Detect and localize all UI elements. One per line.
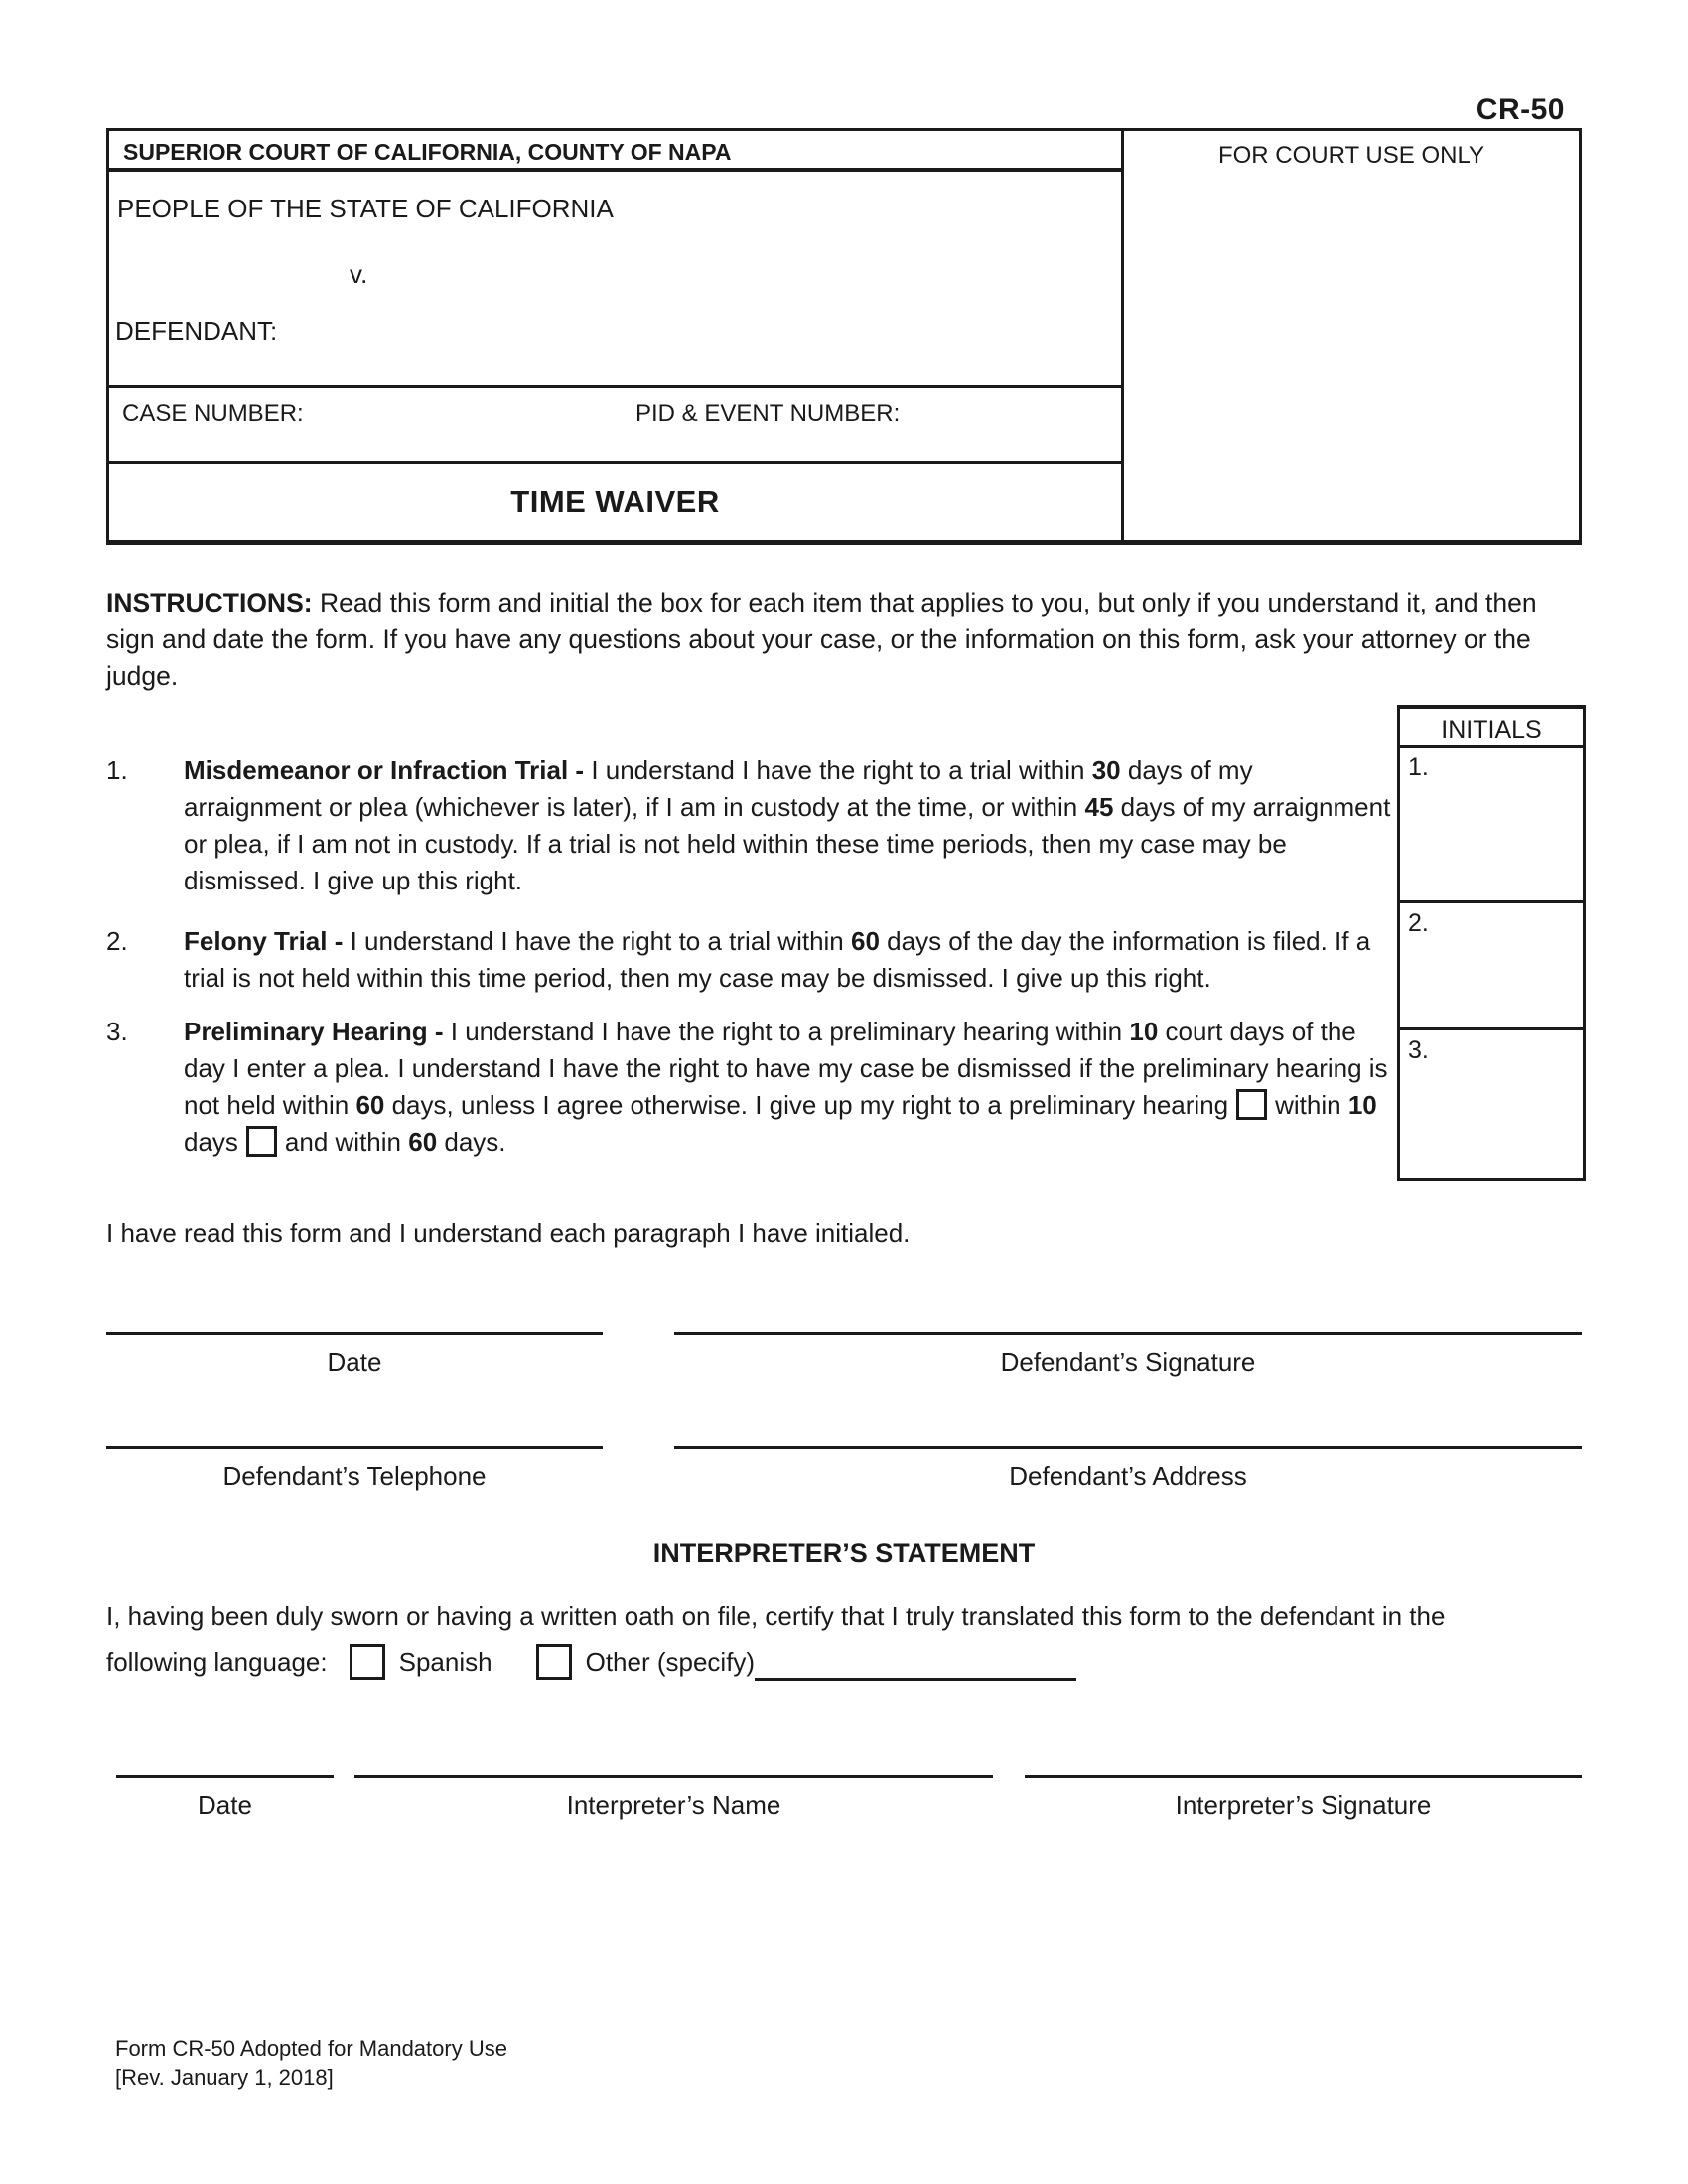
within-10-days-checkbox[interactable] bbox=[1236, 1089, 1267, 1120]
within-60-days-checkbox[interactable] bbox=[246, 1126, 277, 1157]
defendant-signature-label: Defendant’s Signature bbox=[1000, 1347, 1256, 1377]
item-misdemeanor-trial bbox=[106, 752, 1393, 899]
spanish-checkbox[interactable] bbox=[350, 1644, 385, 1680]
parties-box bbox=[109, 172, 1121, 385]
initials-table bbox=[1397, 705, 1586, 1181]
defendant-date-signature-block[interactable] bbox=[106, 1332, 603, 1378]
interpreter-date-block[interactable] bbox=[116, 1775, 334, 1821]
spanish-label: Spanish bbox=[398, 1646, 492, 1677]
item-3-main-text: Preliminary Hearing - I understand I have the right to a preliminary hearing within 10 court days of the day I enter a plea. I understand I have the right to have my case be dismissed if the preliminary hearing is not held within 60 days, unless I agree otherwise. I give up my right to a preliminary hearing bbox=[184, 1017, 1388, 1120]
other-language-checkbox[interactable] bbox=[536, 1644, 572, 1680]
form-title: TIME WAIVER bbox=[109, 461, 1121, 540]
court-name: SUPERIOR COURT OF CALIFORNIA, COUNTY OF NAPA bbox=[109, 131, 1121, 172]
item-1-number: 1. bbox=[106, 755, 128, 785]
defendant-signature-block[interactable] bbox=[674, 1332, 1582, 1378]
within-60-days-label: and within 60 days. bbox=[284, 1127, 506, 1157]
initials-cell-3-number: 3. bbox=[1408, 1036, 1429, 1064]
caption-left-column bbox=[109, 131, 1124, 540]
acknowledgement-statement: I have read this form and I understand each paragraph I have initialed. bbox=[106, 1218, 911, 1248]
defendant-label[interactable]: DEFENDANT: bbox=[115, 316, 278, 345]
versus-label: v. bbox=[350, 259, 368, 289]
interpreter-name-block[interactable] bbox=[354, 1775, 993, 1821]
footer-revision-line: [Rev. January 1, 2018] bbox=[115, 2065, 334, 2090]
defendant-telephone-block[interactable] bbox=[106, 1446, 603, 1492]
interpreter-statement-heading: INTERPRETER’S STATEMENT bbox=[652, 1538, 1036, 1568]
defendant-date-label: Date bbox=[327, 1347, 382, 1377]
initials-cell-1-number: 1. bbox=[1408, 753, 1429, 781]
pid-event-number-label[interactable]: PID & EVENT NUMBER: bbox=[635, 400, 901, 427]
case-number-row bbox=[109, 385, 1121, 461]
item-3-text bbox=[184, 1014, 1393, 1160]
defendant-address-label: Defendant’s Address bbox=[1009, 1461, 1247, 1491]
following-language-label: following language: bbox=[106, 1646, 328, 1677]
defendant-telephone-label: Defendant’s Telephone bbox=[222, 1461, 487, 1491]
other-language-input-line[interactable] bbox=[755, 1646, 1076, 1681]
initials-cell-1[interactable] bbox=[1397, 748, 1586, 903]
item-1-text: Misdemeanor or Infraction Trial - I understand I have the right to a trial within 30 days of my arraignment or plea (whichever is later), if I am in custody at the time, or within 45 days of my arraignment or plea, if I am not in custody. If a trial is not held within these time periods, then my case may be dismissed. I give up this right. bbox=[184, 755, 1391, 895]
form-footer bbox=[115, 2034, 507, 2092]
interpreter-name-label: Interpreter’s Name bbox=[566, 1790, 781, 1820]
other-specify-label: Other (specify) bbox=[585, 1646, 756, 1677]
item-felony-trial bbox=[106, 923, 1393, 997]
interpreter-statement-text: I, having been duly sworn or having a written oath on file, certify that I truly translated this form to the defendant in the bbox=[106, 1601, 1446, 1631]
item-2-number: 2. bbox=[106, 926, 128, 956]
initials-cell-3[interactable] bbox=[1397, 1030, 1586, 1181]
item-2-text: Felony Trial - I understand I have the right to a trial within 60 days of the day the information is filed. If a trial is not held within this time period, then my case may be dismissed. I give up this right. bbox=[184, 926, 1371, 993]
initials-table-header: INITIALS bbox=[1397, 705, 1586, 748]
defendant-address-block[interactable] bbox=[674, 1446, 1582, 1492]
interpreter-language-row bbox=[106, 1640, 1588, 1684]
plaintiff-name: PEOPLE OF THE STATE OF CALIFORNIA bbox=[117, 194, 614, 223]
footer-adoption-line: Form CR-50 Adopted for Mandatory Use bbox=[115, 2036, 507, 2061]
case-caption-table bbox=[106, 128, 1582, 545]
interpreter-signature-label: Interpreter’s Signature bbox=[1175, 1790, 1432, 1820]
court-use-only-box bbox=[1124, 131, 1579, 540]
initials-cell-2[interactable] bbox=[1397, 903, 1586, 1030]
waiver-items bbox=[106, 752, 1393, 1160]
court-use-only-label: FOR COURT USE ONLY bbox=[1217, 142, 1485, 169]
interpreter-signature-block[interactable] bbox=[1025, 1775, 1582, 1821]
form-number: CR-50 bbox=[1476, 93, 1565, 126]
instructions-paragraph: INSTRUCTIONS: Read this form and initial the box for each item that applies to you, but only if you understand it, and then sign and date the form. If you have any questions about your case, or the information on this form, ask your attorney or the judge. bbox=[106, 588, 1537, 691]
interpreter-date-label: Date bbox=[198, 1790, 252, 1820]
item-3-number: 3. bbox=[106, 1017, 128, 1046]
within-10-days-label: within 10 days bbox=[184, 1090, 1377, 1157]
case-number-label[interactable]: CASE NUMBER: bbox=[122, 400, 304, 427]
item-preliminary-hearing bbox=[106, 1014, 1393, 1160]
initials-cell-2-number: 2. bbox=[1408, 909, 1429, 937]
